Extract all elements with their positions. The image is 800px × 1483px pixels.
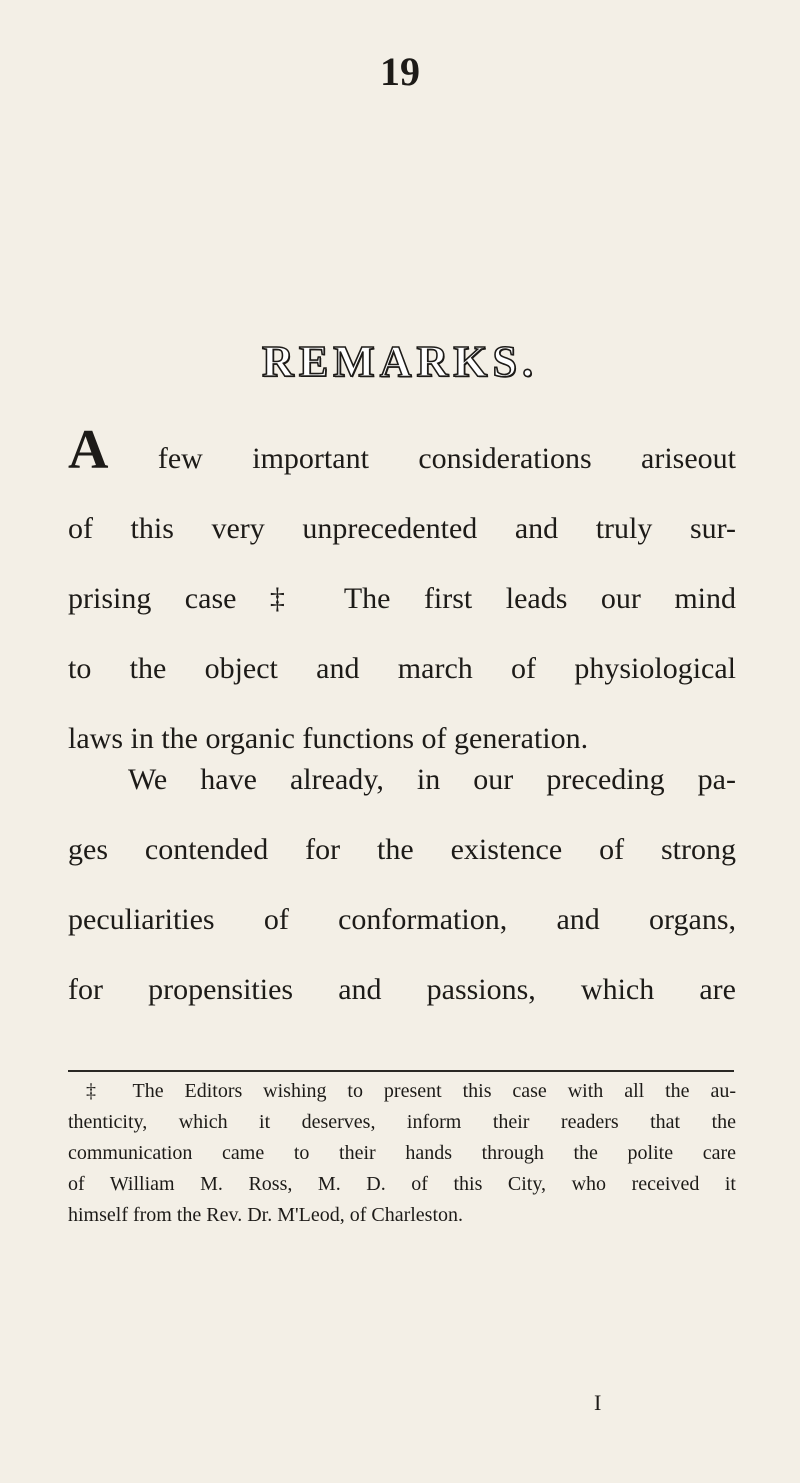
paragraph-line: for propensities and passions, which are <box>68 973 736 1006</box>
paragraph-line: ges contended for the existence of strong <box>68 833 736 866</box>
paragraph-line: laws in the organic functions of generation. <box>68 722 589 755</box>
section-heading: REMARKS. <box>262 337 538 386</box>
footnote-line: of William M. Ross, M. D. of this City, who received it <box>68 1173 736 1195</box>
signature-mark: I <box>594 1390 602 1415</box>
paragraph-line: of this very unprecedented and truly sur- <box>68 512 736 545</box>
footnote-line: ‡ The Editors wishing to present this case with all the au- <box>86 1080 736 1102</box>
paragraph-2 <box>68 745 736 1025</box>
footnote-line: communication came to their hands through the polite care <box>68 1142 736 1164</box>
paragraph-1 <box>68 419 736 774</box>
footnote <box>68 1076 736 1231</box>
paragraph-line: to the object and march of physiological <box>68 652 736 685</box>
footnote-divider <box>68 1070 734 1072</box>
page-number: 19 <box>380 49 420 94</box>
paragraph-line: A few important considerations ariseout <box>68 419 736 481</box>
paragraph-line: We have already, in our preceding pa- <box>128 763 736 796</box>
paragraph-line: prising case ‡ The first leads our mind <box>68 582 736 615</box>
footnote-line: thenticity, which it deserves, inform their readers that the <box>68 1111 736 1133</box>
paragraph-line: peculiarities of conformation, and organs, <box>68 903 736 936</box>
drop-cap: A <box>68 419 109 481</box>
footnote-line: himself from the Rev. Dr. M'Leod, of Charleston. <box>68 1204 464 1226</box>
